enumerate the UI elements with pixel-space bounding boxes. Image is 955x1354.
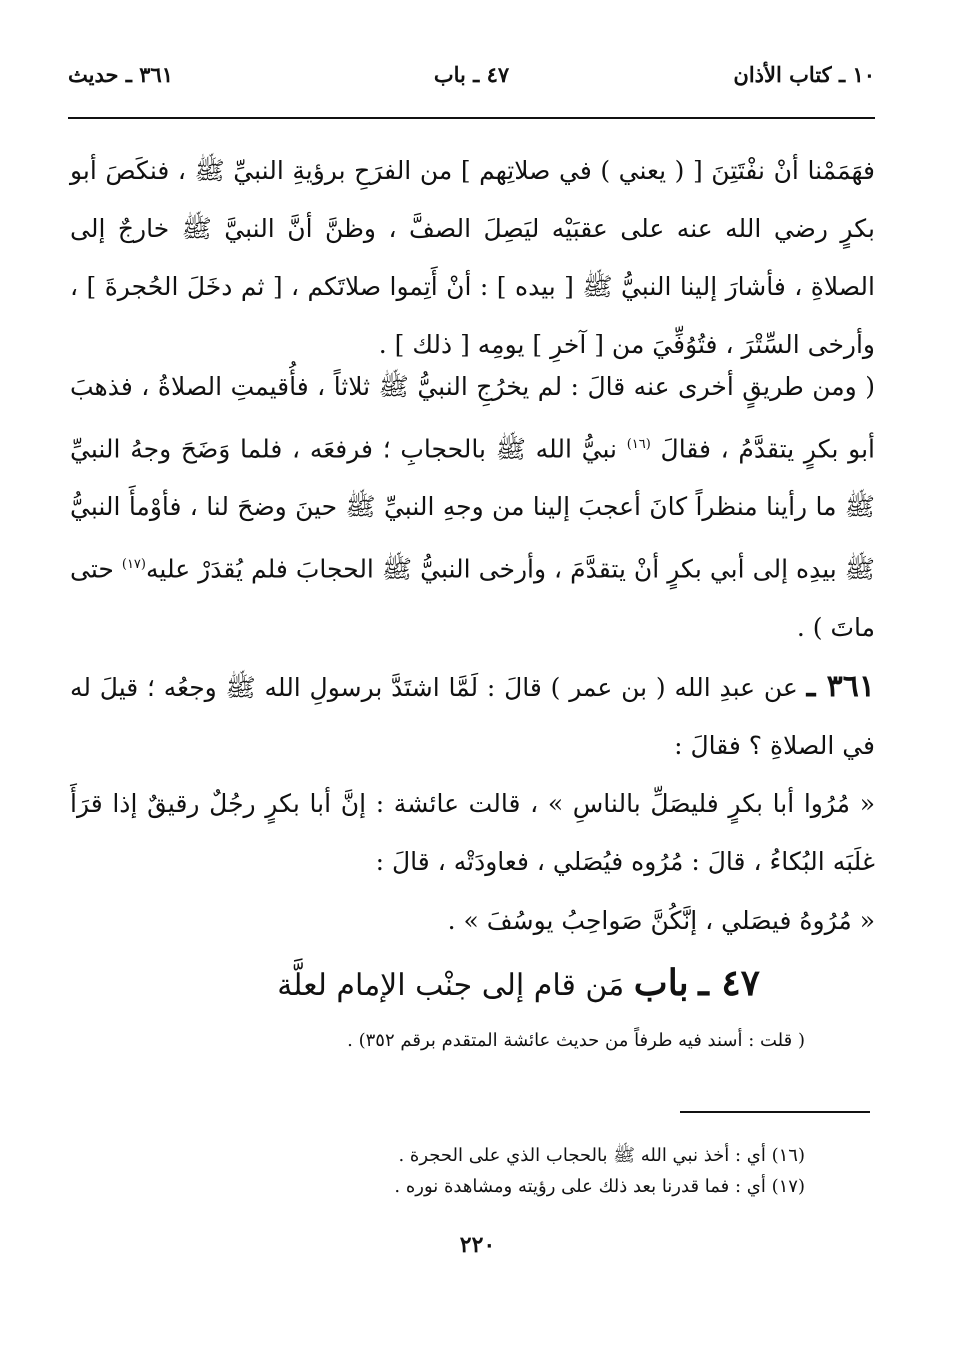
- footnotes: [394, 1140, 805, 1202]
- header-hadith-number: ٣٦١ ـ حديث: [68, 62, 174, 87]
- paragraph-hadith-361: [70, 658, 875, 775]
- paragraph-text: عن عبدِ الله ( بن عمر ) قالَ : لَمَّا اشتَدَّ برسولِ الله ﷺ وجعُه ؛ قيلَ له في الصلاةِ ؟ فقالَ :: [70, 673, 875, 760]
- hadith-number: ٣٦١ ـ: [806, 669, 876, 704]
- chapter-word: باب: [633, 962, 689, 1004]
- chapter-number: ٤٧ ـ: [698, 962, 760, 1004]
- footnote-marker-17: (١٧): [121, 557, 146, 573]
- header-divider: [68, 117, 875, 119]
- paragraph-dialogue: « مُرُوا أبا بكرٍ فليصَلِّ بالناسِ » ، قالت عائشة : إنَّ أبا بكرٍ رجُلٌ رقيقٌ إذا قرَأَ غلَبَه البُكاءُ ، قالَ : مُرُوه فيُصَلي ، فعاودَتْه ، قالَ :: [70, 789, 875, 876]
- paragraph-hadith-continuation: فهَمَمْنا أنْ نفْتَتِنَ [ ( يعني ) في صلاتِهم ] من الفرَحِ برؤيةِ النبيِّ ﷺ ، فنكَصَ أبو بكرٍ رضي الله عنه على عقبَيْه ليَصِلَ الصفَّ ، وظنَّ أنَّ النبيَّ ﷺ خارجٌ إلى الصلاةِ ، فأشارَ إلينا النبيُّ ﷺ [ بيده ] : أنْ أَتِموا صلاتَكم ، [ ثم دخَلَ الحُجرةَ ] ، وأرخى السِّتْرَ ، فتُوُفِّيَ من [ آخرِ ] يومِه [ ذلك ] .: [70, 156, 875, 359]
- running-header: [68, 62, 875, 102]
- page-number: ٢٢٠: [459, 1232, 496, 1258]
- footnote-divider: [680, 1111, 870, 1113]
- footnote-marker-16: (١٦): [626, 437, 651, 452]
- editor-note: ( قلت : أسند فيه طرفاً من حديث عائشة المتقدم برقم ٣٥٢) .: [347, 1030, 805, 1051]
- header-chapter: ٤٧ ـ باب: [433, 62, 510, 87]
- footnote-16: (١٦) أي : أخذ نبي الله ﷺ بالحجاب الذي على الحجرة .: [398, 1145, 805, 1166]
- paragraph-text: نبيُّ الله ﷺ بالحجابِ ؛ فرفعَه ، فلما وَضَحَ وجهُ النبيِّ ﷺ ما رأينا منظراً كانَ أعجبَ إلينا من وجهِ النبيِّ ﷺ حينَ وضحَ لنا ، فأوْمأَ النبيُّ ﷺ بيدِه إلى أبي بكرٍ أنْ يتقدَّمَ ، وأرخى النبيُّ ﷺ الحجابَ فلم يُقدَرْ عليه: [70, 434, 875, 584]
- header-book-title: ١٠ ـ كتاب الأذان: [733, 62, 875, 87]
- paragraph-text: حتى ماتَ ) .: [70, 554, 875, 642]
- chapter-heading: [277, 962, 760, 1004]
- paragraph-other-narration: [70, 358, 875, 657]
- chapter-title: مَن قام إلى جنْب الإمام لعلَّة: [277, 968, 625, 1003]
- paragraph-text: ( ومن طريقٍ أخرى عنه قالَ : لم يخرُجِ النبيُّ ﷺ ثلاثاً ، فأُقيمتِ الصلاةُ ، فذهبَ أبو بكرٍ يتقدَّمُ ، فقالَ: [70, 372, 875, 464]
- footnote-17: (١٧) أي : فما قدرنا بعد ذلك على رؤيته ومشاهدة نوره .: [394, 1176, 805, 1197]
- paragraph-closing-quote: « مُرُوهُ فيصَلي ، إنَّكُنَّ صَواحِبُ يوسُفَ » .: [447, 906, 875, 935]
